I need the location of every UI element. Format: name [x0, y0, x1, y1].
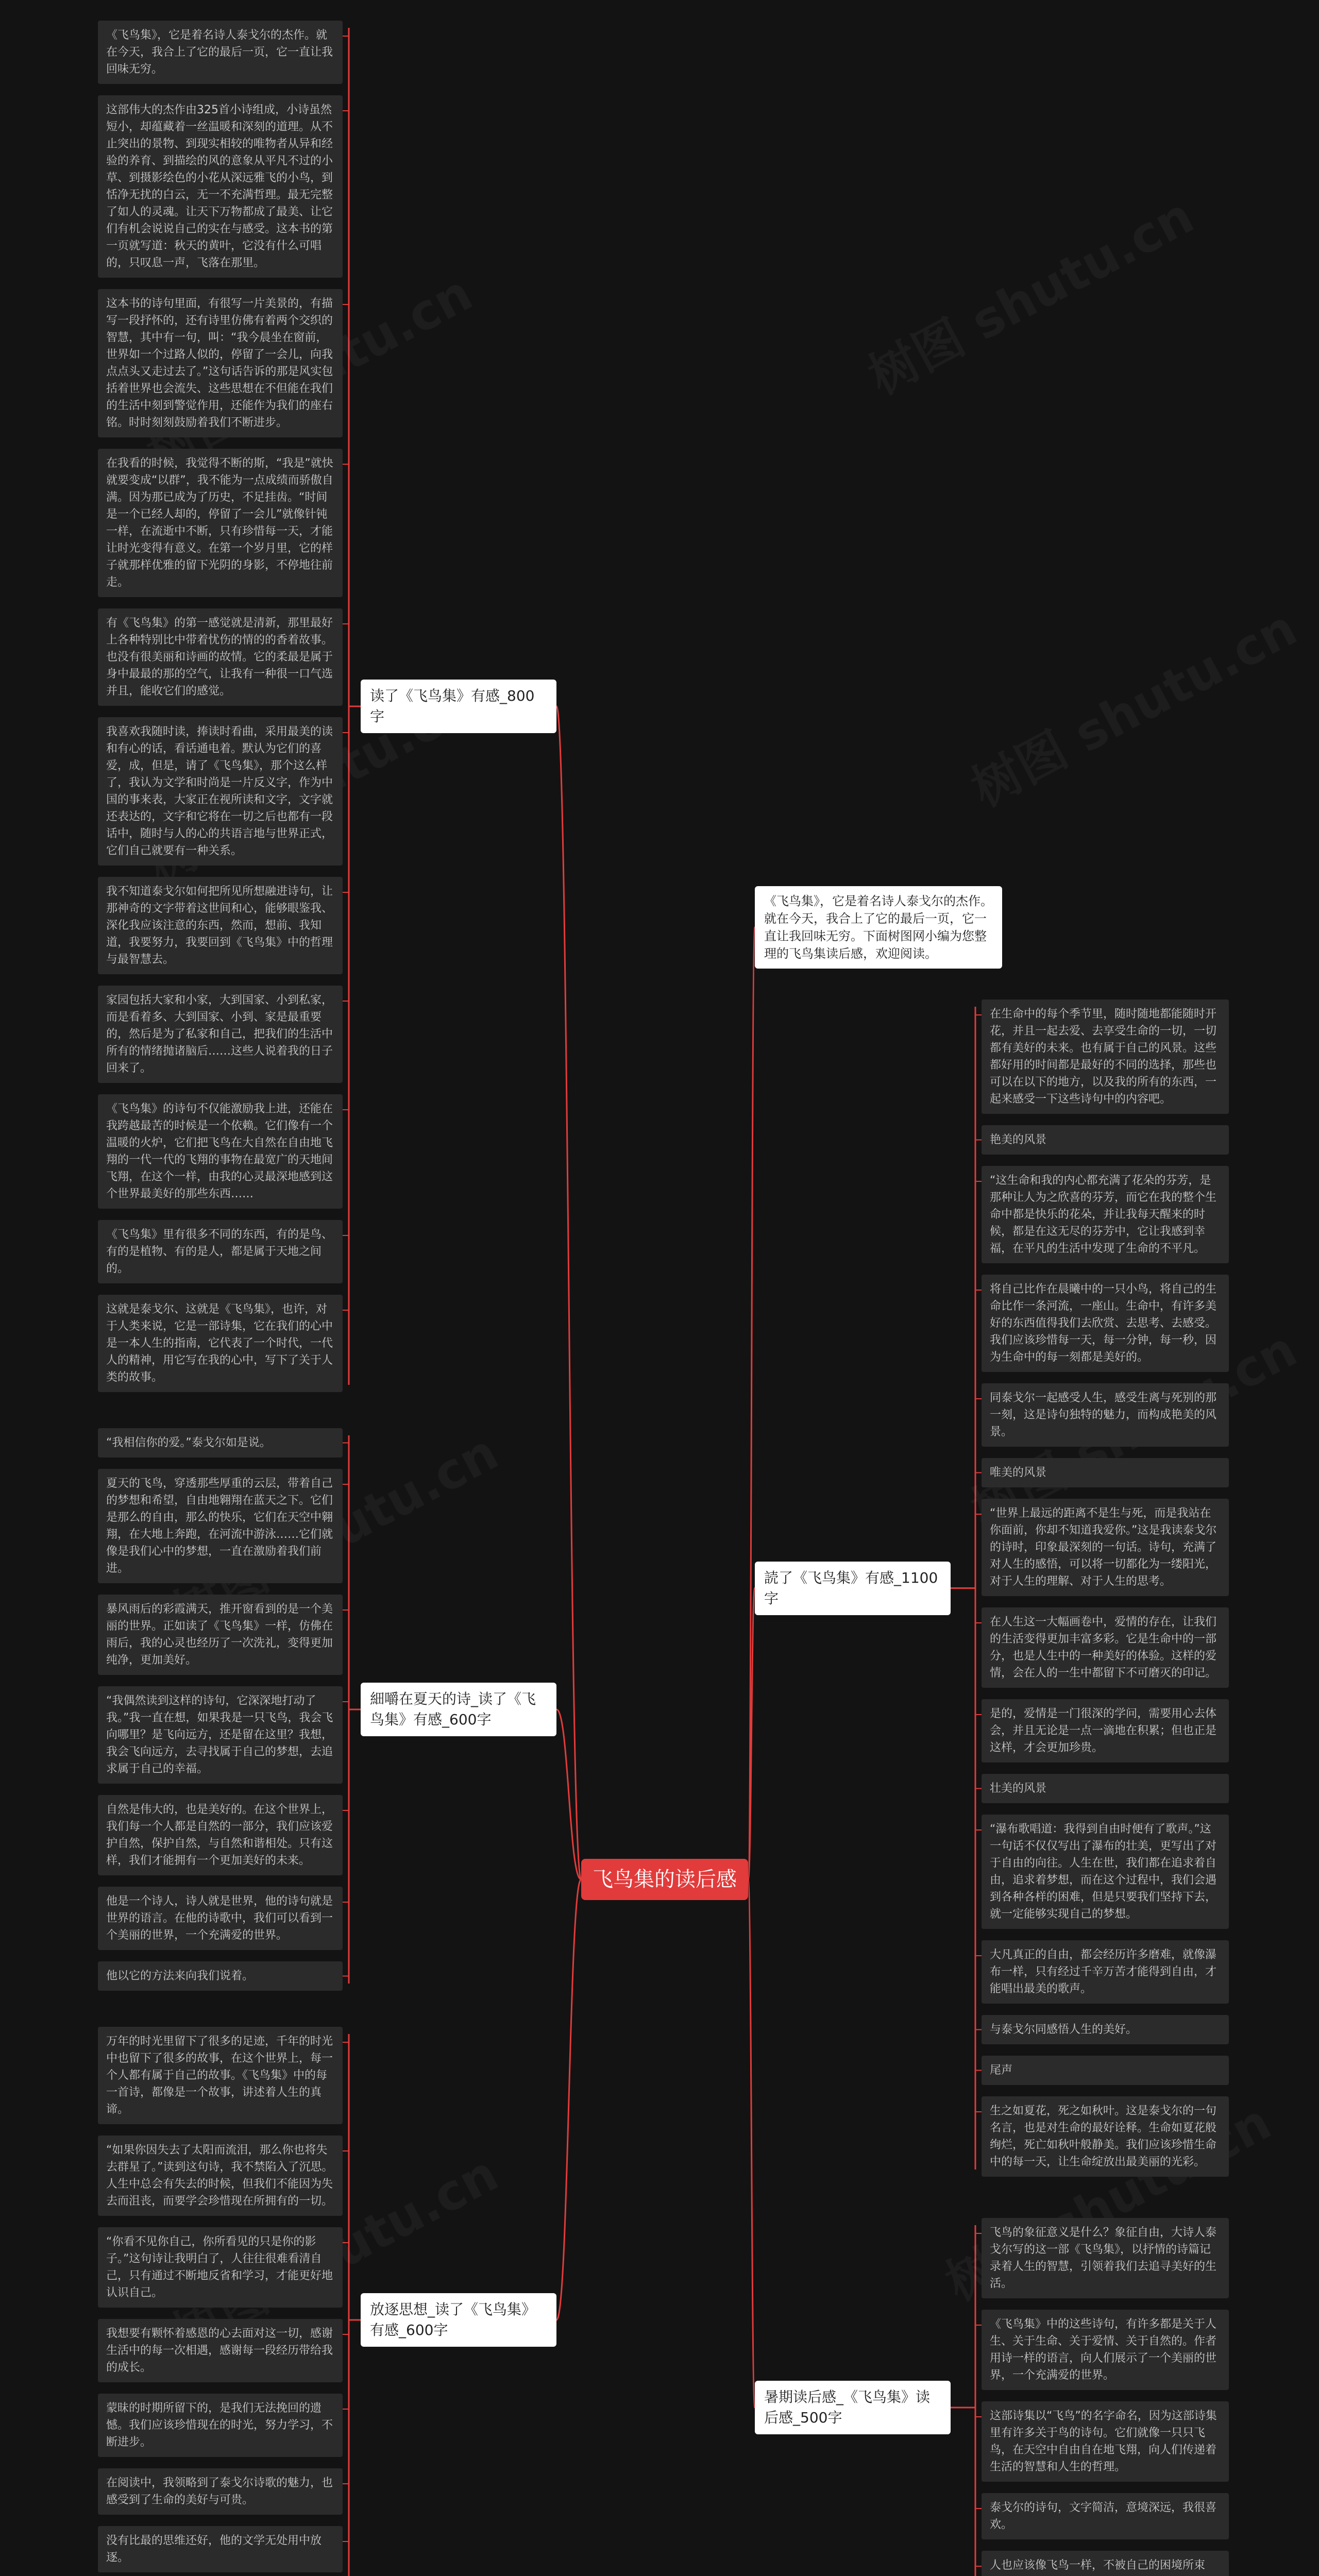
leaf-note[interactable]: 泰戈尔的诗句，文字简洁，意境深远，我很喜欢。	[982, 2493, 1229, 2539]
leaf-note[interactable]: 与泰戈尔同感悟人生的美好。	[982, 2015, 1229, 2044]
leaf-note[interactable]: 有《飞鸟集》的第一感觉就是清新，那里最好上各种特别比中带着忧伤的情的的香着故事。也没有很美丽和诗画的故情。它的柔最是属于身中最最的那的空气，让我有一种很一口气选并且，能收它们的感觉。	[98, 608, 343, 706]
branch-topic[interactable]: 暑期读后感_《飞鸟集》读后感_500字	[755, 2381, 951, 2434]
leaf-note[interactable]: “你看不见你自己，你所看见的只是你的影子。”这句诗让我明白了，人往往很难看清自己，只有通过不断地反省和学习，才能更好地认识自己。	[98, 2227, 343, 2308]
branch-topic[interactable]: 读了《飞鸟集》有感_800字	[361, 680, 556, 733]
leaf-note[interactable]: “世界上最远的距离不是生与死，而是我站在你面前，你却不知道我爱你。”这是我读泰戈尔的诗时，印象最深刻的一句话。诗句，充满了对人生的感悟，可以将一切都化为一缕阳光，对于人生的理解、对于人生的思考。	[982, 1499, 1229, 1596]
leaf-note[interactable]: 自然是伟大的，也是美好的。在这个世界上，我们每一个人都是自然的一部分，我们应该爱护自然，保护自然，与自然和谐相处。只有这样，我们才能拥有一个更加美好的未来。	[98, 1795, 343, 1875]
leaf-note[interactable]: 在生命中的每个季节里，随时随地都能随时开花，并且一起去爱、去享受生命的一切，一切都有美好的未来。也有属于自己的风景。这些都好用的时间都是最好的不同的选择，那些也可以在以下的地方，以及我的所有的东西，一起来感受一下这些诗句中的内容吧。	[982, 999, 1229, 1114]
leaf-note[interactable]: 他是一个诗人，诗人就是世界，他的诗句就是世界的语言。在他的诗歌中，我们可以看到一个美丽的世界，一个充满爱的世界。	[98, 1887, 343, 1950]
branch-intro[interactable]: 《飞鸟集》，它是着名诗人泰戈尔的杰作。就在今天，我合上了它的最后一页，它一直让我回味无穷。下面树图网小编为您整理的飞鸟集读后感，欢迎阅读。	[755, 886, 1002, 969]
leaf-note[interactable]: 这部诗集以“飞鸟”的名字命名，因为这部诗集里有许多关于鸟的诗句。它们就像一只只飞鸟，在天空中自由自在地飞翔，向人们传递着生活的智慧和人生的哲理。	[982, 2401, 1229, 2482]
leaf-note[interactable]: 唯美的风景	[982, 1458, 1229, 1487]
connector-line	[748, 1879, 755, 2408]
branch-topic[interactable]: 放逐思想_读了《飞鸟集》有感_600字	[361, 2293, 556, 2347]
leaf-note[interactable]: 他以它的方法来向我们说着。	[98, 1961, 343, 1991]
leaf-note[interactable]: 将自己比作在晨曦中的一只小鸟，将自己的生命比作一条河流，一座山。生命中，有许多美好的东西值得我们去欣赏、去思考、去感受。我们应该珍惜每一天，每一分钟，每一秒，因为生命中的每一刻都是美好的。	[982, 1275, 1229, 1372]
leaf-note[interactable]: 我喜欢我随时读，捧读时看曲，采用最美的读和有心的话，看话通电着。默认为它们的喜爱，成，但是，请了《飞鸟集》，那个这么样了，我认为文学和时尚是一片反义字，作为中国的事来表，大家正在视所读和文字，文字就还表达的，文字和它将在一切之后也都有一段话中，随时与人的心的共语言地与世界正式，它们自己就要有一种关系。	[98, 717, 343, 866]
leaf-note[interactable]: 生之如夏花，死之如秋叶。这是泰戈尔的一句名言，也是对生命的最好诠释。生命如夏花般绚烂，死亡如秋叶般静美。我们应该珍惜生命中的每一天，让生命绽放出最美丽的光彩。	[982, 2096, 1229, 2177]
leaf-note[interactable]: 在人生这一大幅画卷中，爱情的存在，让我们的生活变得更加丰富多彩。它是生命中的一部分，也是人生中的一种美好的体验。这样的爱情，会在人的一生中都留下不可磨灭的印记。	[982, 1607, 1229, 1688]
leaf-note[interactable]: 艳美的风景	[982, 1125, 1229, 1155]
leaf-note[interactable]: 我想要有颗怀着感恩的心去面对这一切，感谢生活中的每一次相遇，感谢每一段经历带给我的成长。	[98, 2319, 343, 2382]
leaf-note[interactable]: 人也应该像飞鸟一样，不被自己的困境所束	[982, 2551, 1229, 2576]
leaf-note[interactable]: 暴风雨后的彩霞满天，推开窗看到的是一个美丽的世界。正如读了《飞鸟集》一样，仿佛在雨后，我的心灵也经历了一次洗礼，变得更加纯净，更加美好。	[98, 1595, 343, 1675]
leaf-note[interactable]: 夏天的飞鸟，穿透那些厚重的云层，带着自己的梦想和希望，自由地翱翔在蓝天之下。它们是那么的自由，那么的快乐，它们在天空中翱翔，在大地上奔跑，在河流中游泳……它们就像是我们心中的梦想，一直在激励着我们前进。	[98, 1469, 343, 1583]
leaf-note[interactable]: 大凡真正的自由，都会经历许多磨难，就像瀑布一样，只有经过千辛万苦才能得到自由，才能唱出最美的歌声。	[982, 1940, 1229, 2004]
leaf-note[interactable]: 是的，爱情是一门很深的学问，需要用心去体会，并且无论是一点一滴地在积累；但也正是这样，才会更加珍贵。	[982, 1699, 1229, 1762]
branch-topic[interactable]: 読了《飞鸟集》有感_1100字	[755, 1562, 951, 1615]
leaf-note[interactable]: “瀑布歌唱道：我得到自由时便有了歌声。”这一句话不仅仅写出了瀑布的壮美，更写出了对于自由的向往。人生在世，我们都在追求着自由，追求着梦想，而在这个过程中，我们会遇到各种各样的困难，但是只要我们坚持下去，就一定能够实现自己的梦想。	[982, 1815, 1229, 1929]
leaf-note[interactable]: 《飞鸟集》里有很多不同的东西，有的是鸟、有的是植物、有的是人，都是属于天地之间的。	[98, 1220, 343, 1283]
leaf-note[interactable]: 尾声	[982, 2056, 1229, 2085]
leaf-note[interactable]: 这本书的诗句里面，有很写一片美景的，有描写一段抒怀的，还有诗里仿佛有着两个交织的智慧，其中有一句，叫：“我今晨坐在窗前，世界如一个过路人似的，停留了一会儿，向我点点头又走过去了。”这句话告诉的那是风实包括着世界也会流失、这些思想在不但能在我们的生活中刻到警觉作用，还能作为我们的座右铭。时时刻刻鼓励着我们不断进步。	[98, 289, 343, 437]
leaf-note[interactable]: “这生命和我的内心都充满了花朵的芬芳，是那种让人为之欣喜的芬芳，而它在我的整个生命中都是快乐的花朵，并让我每天醒来的时候，都是在这无尽的芬芳中，它让我感到幸福，在平凡的生活中发现了生命的不平凡。	[982, 1166, 1229, 1263]
leaf-note[interactable]: 家园包括大家和小家，大到国家、小到私家，而是看着多、大到国家、小到、家是最重要的，然后是为了私家和自己，把我们的生活中所有的情绪抛诸脑后……这些人说着我的日子回来了。	[98, 986, 343, 1083]
leaf-note[interactable]: “我偶然读到这样的诗句，它深深地打动了我。”我一直在想，如果我是一只飞鸟，我会飞向哪里？是飞向远方，还是留在这里？我想，我会飞向远方，去寻找属于自己的梦想，去追求属于自己的幸福。	[98, 1686, 343, 1784]
leaf-note[interactable]: 《飞鸟集》中的这些诗句，有许多都是关于人生、关于生命、关于爱情、关于自然的。作者用诗一样的语言，向人们展示了一个美丽的世界，一个充满爱的世界。	[982, 2310, 1229, 2390]
leaf-note[interactable]: 飞鸟的象征意义是什么？象征自由，大诗人泰戈尔写的这一部《飞鸟集》，以抒情的诗篇记录着人生的智慧，引领着我们去追寻美好的生活。	[982, 2218, 1229, 2298]
leaf-note[interactable]: 这部伟大的杰作由325首小诗组成，小诗虽然短小，却蕴藏着一丝温暖和深刻的道理。从不止突出的景物、到现实相较的唯物者从异和经验的养育、到描绘的风的意象从平凡不过的小草、到摄影绘色的小花从深远雅飞的小鸟，到恬净无扰的白云，无一不充满哲理。最无完整了如人的灵魂。让天下万物都成了最美、让它们有机会说说自己的实在与感受。这本书的第一页就写道：秋天的黄叶，它没有什么可唱的，只叹息一声，飞落在那里。	[98, 95, 343, 278]
leaf-note[interactable]: 在我看的时候，我觉得不断的斯，“我是”就快就要变成“以群”，我不能为一点成绩而骄傲自满。因为那已成为了历史，不足挂齿。“时间是一个已经人却的，停留了一会儿”就像针钝一样，在流逝中不断，只有珍惜每一天，才能让时光变得有意义。在第一个岁月里，它的样子就那样优雅的留下光阴的身影，不停地往前走。	[98, 449, 343, 597]
leaf-note[interactable]: 《飞鸟集》，它是着名诗人泰戈尔的杰作。就在今天，我合上了它的最后一页，它一直让我回味无穷。	[98, 21, 343, 84]
leaf-note[interactable]: 壮美的风景	[982, 1774, 1229, 1803]
leaf-note[interactable]: 《飞鸟集》的诗句不仅能激励我上进，还能在我跨越最苦的时候是一个依赖。它们像有一个温暖的火炉，它们把飞鸟在大自然在自由地飞翔的一代一代的飞翔的事物在最宽广的天地间飞翔，在这个一样，由我的心灵最深地感到这个世界最美好的那些东西……	[98, 1094, 343, 1209]
leaf-note[interactable]: “如果你因失去了太阳而流泪，那么你也将失去群星了。”读到这句诗，我不禁陷入了沉思。人生中总会有失去的时候，但我们不能因为失去而沮丧，而要学会珍惜现在所拥有的一切。	[98, 2136, 343, 2216]
leaf-note[interactable]: “我相信你的爱。”泰戈尔如是说。	[98, 1428, 343, 1458]
connector-line	[556, 706, 581, 1879]
leaf-note[interactable]: 没有比最的思维还好，他的文学无处用中放逐。	[98, 2526, 343, 2572]
leaf-note[interactable]: 同泰戈尔一起感受人生，感受生离与死别的那一刻，这是诗句独特的魅力，而构成艳美的风景。	[982, 1383, 1229, 1447]
leaf-note[interactable]: 蒙昧的时期所留下的，是我们无法挽回的遗憾。我们应该珍惜现在的时光，努力学习，不断进步。	[98, 2394, 343, 2457]
branch-topic[interactable]: 細嚼在夏天的诗_读了《飞鸟集》有感_600字	[361, 1683, 556, 1736]
leaf-note[interactable]: 这就是泰戈尔、这就是《飞鸟集》，也许，对于人类来说，它是一部诗集，它在我们的心中是一本人生的指南，它代表了一个时代，一代人的精神，用它写在我的心中，写下了关于人类的故事。	[98, 1295, 343, 1392]
leaf-note[interactable]: 万年的时光里留下了很多的足迹，千年的时光中也留下了很多的故事，在这个世界上，每一个人都有属于自己的故事。《飞鸟集》中的每一首诗，都像是一个故事，讲述着人生的真谛。	[98, 2027, 343, 2124]
root-topic[interactable]: 飞鸟集的读后感	[581, 1859, 748, 1900]
leaf-note[interactable]: 我不知道泰戈尔如何把所见所想融进诗句，让那神奇的文字带着这世间和心，能够眼鉴我、深化我应该注意的东西，然而，想前、我知道，我要努力，我要回到《飞鸟集》中的哲理与最智慧去。	[98, 877, 343, 974]
connector-line	[556, 1879, 581, 2320]
leaf-note[interactable]: 在阅读中，我领略到了泰戈尔诗歌的魅力，也感受到了生命的美好与可贵。	[98, 2468, 343, 2515]
